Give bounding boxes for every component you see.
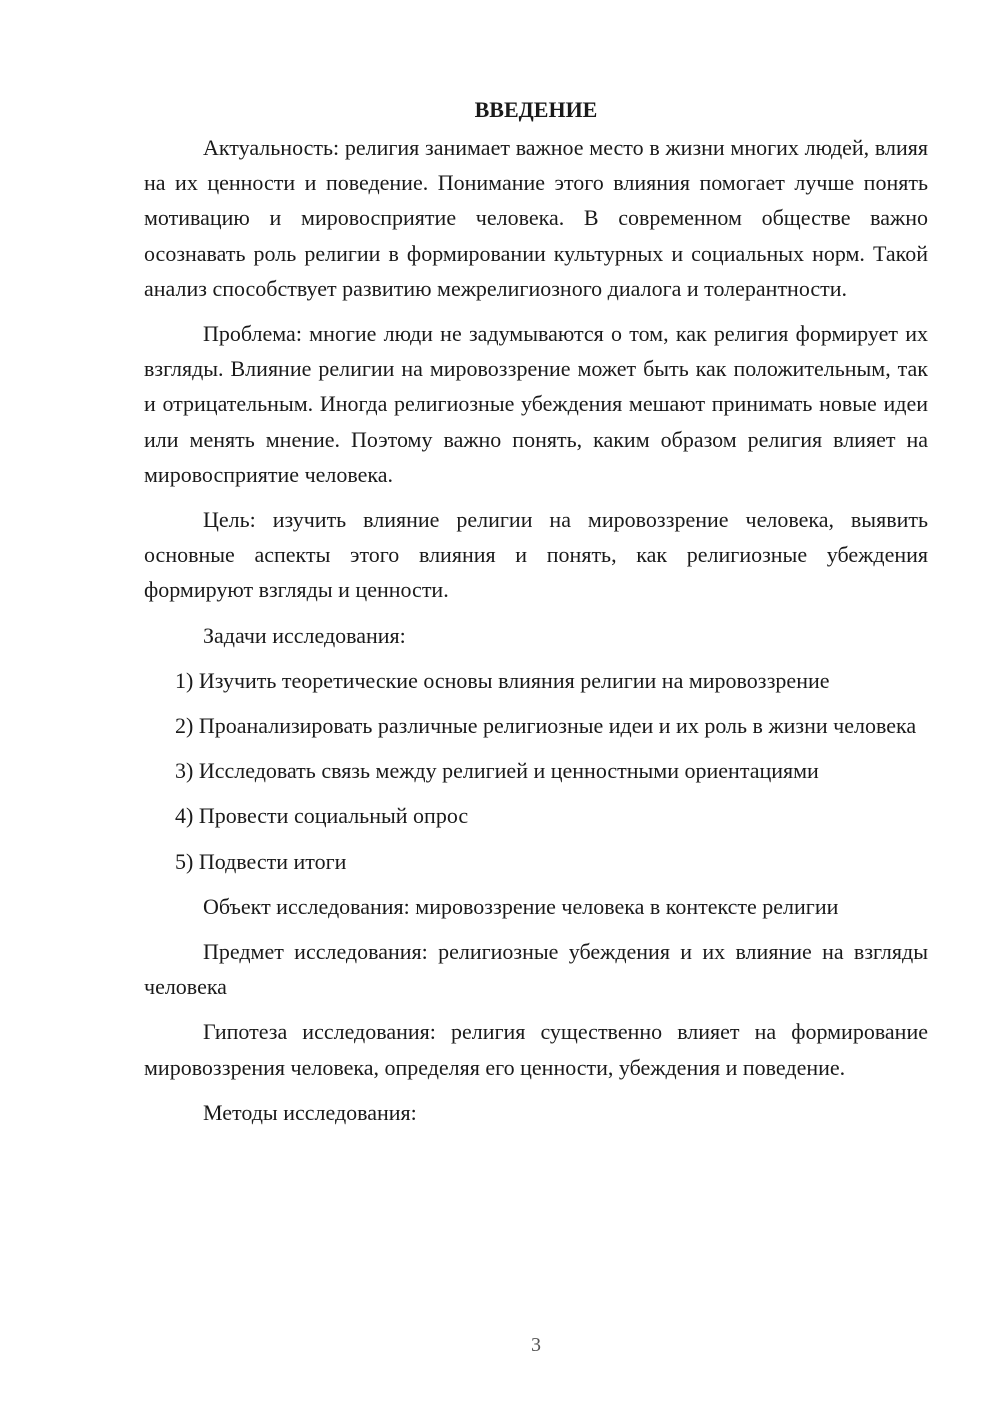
paragraph-problem: Проблема: многие люди не задумываются о том, как религия формирует их взгляды. Влияние религии на мировоззрение может быть как положительным, так и отрицательным. Иногда религиозные убеждения мешают принимать новые идеи или менять мнение. Поэтому важно понять, каким образом религия влияет на мировосприятие человека. (144, 321, 928, 487)
section-title: ВВЕДЕНИЕ (474, 97, 598, 122)
methods-heading: Методы исследования: (203, 1099, 417, 1125)
paragraph-goal: Цель: изучить влияние религии на мировоззрение человека, выявить основные аспекты этого влияния и понять, как религиозные убеждения формируют взгляды и ценности. (144, 507, 928, 603)
paragraph-relevance: Актуальность: религия занимает важное место в жизни многих людей, влияя на их ценности и поведение. Понимание этого влияния помогает лучше понять мотивацию и мировосприятие человека. В современном обществе важно осознавать роль религии в формировании культурных и социальных норм. Такой анализ способствует развитию межрелигиозного диалога и толерантности. (144, 135, 928, 301)
task-item-1: 1) Изучить теоретические основы влияния религии на мировоззрение (175, 667, 830, 693)
document-page (144, 92, 928, 1140)
task-item-5: 5) Подвести итоги (175, 848, 347, 874)
task-item-4: 4) Провести социальный опрос (175, 803, 469, 829)
research-subject: Предмет исследования: религиозные убеждения и их влияние на взгляды человека (144, 939, 928, 1000)
page-number: 3 (531, 1334, 541, 1356)
tasks-heading: Задачи исследования: (203, 622, 406, 648)
research-hypothesis: Гипотеза исследования: религия существенно влияет на формирование мировоззрения человека, определяя его ценности, убеждения и поведение. (144, 1019, 928, 1080)
task-item-3: 3) Исследовать связь между религией и ценностными ориентациями (175, 758, 819, 784)
research-object: Объект исследования: мировоззрение человека в контексте религии (203, 893, 839, 919)
task-item-2: 2) Проанализировать различные религиозные идеи и их роль в жизни человека (175, 713, 917, 739)
